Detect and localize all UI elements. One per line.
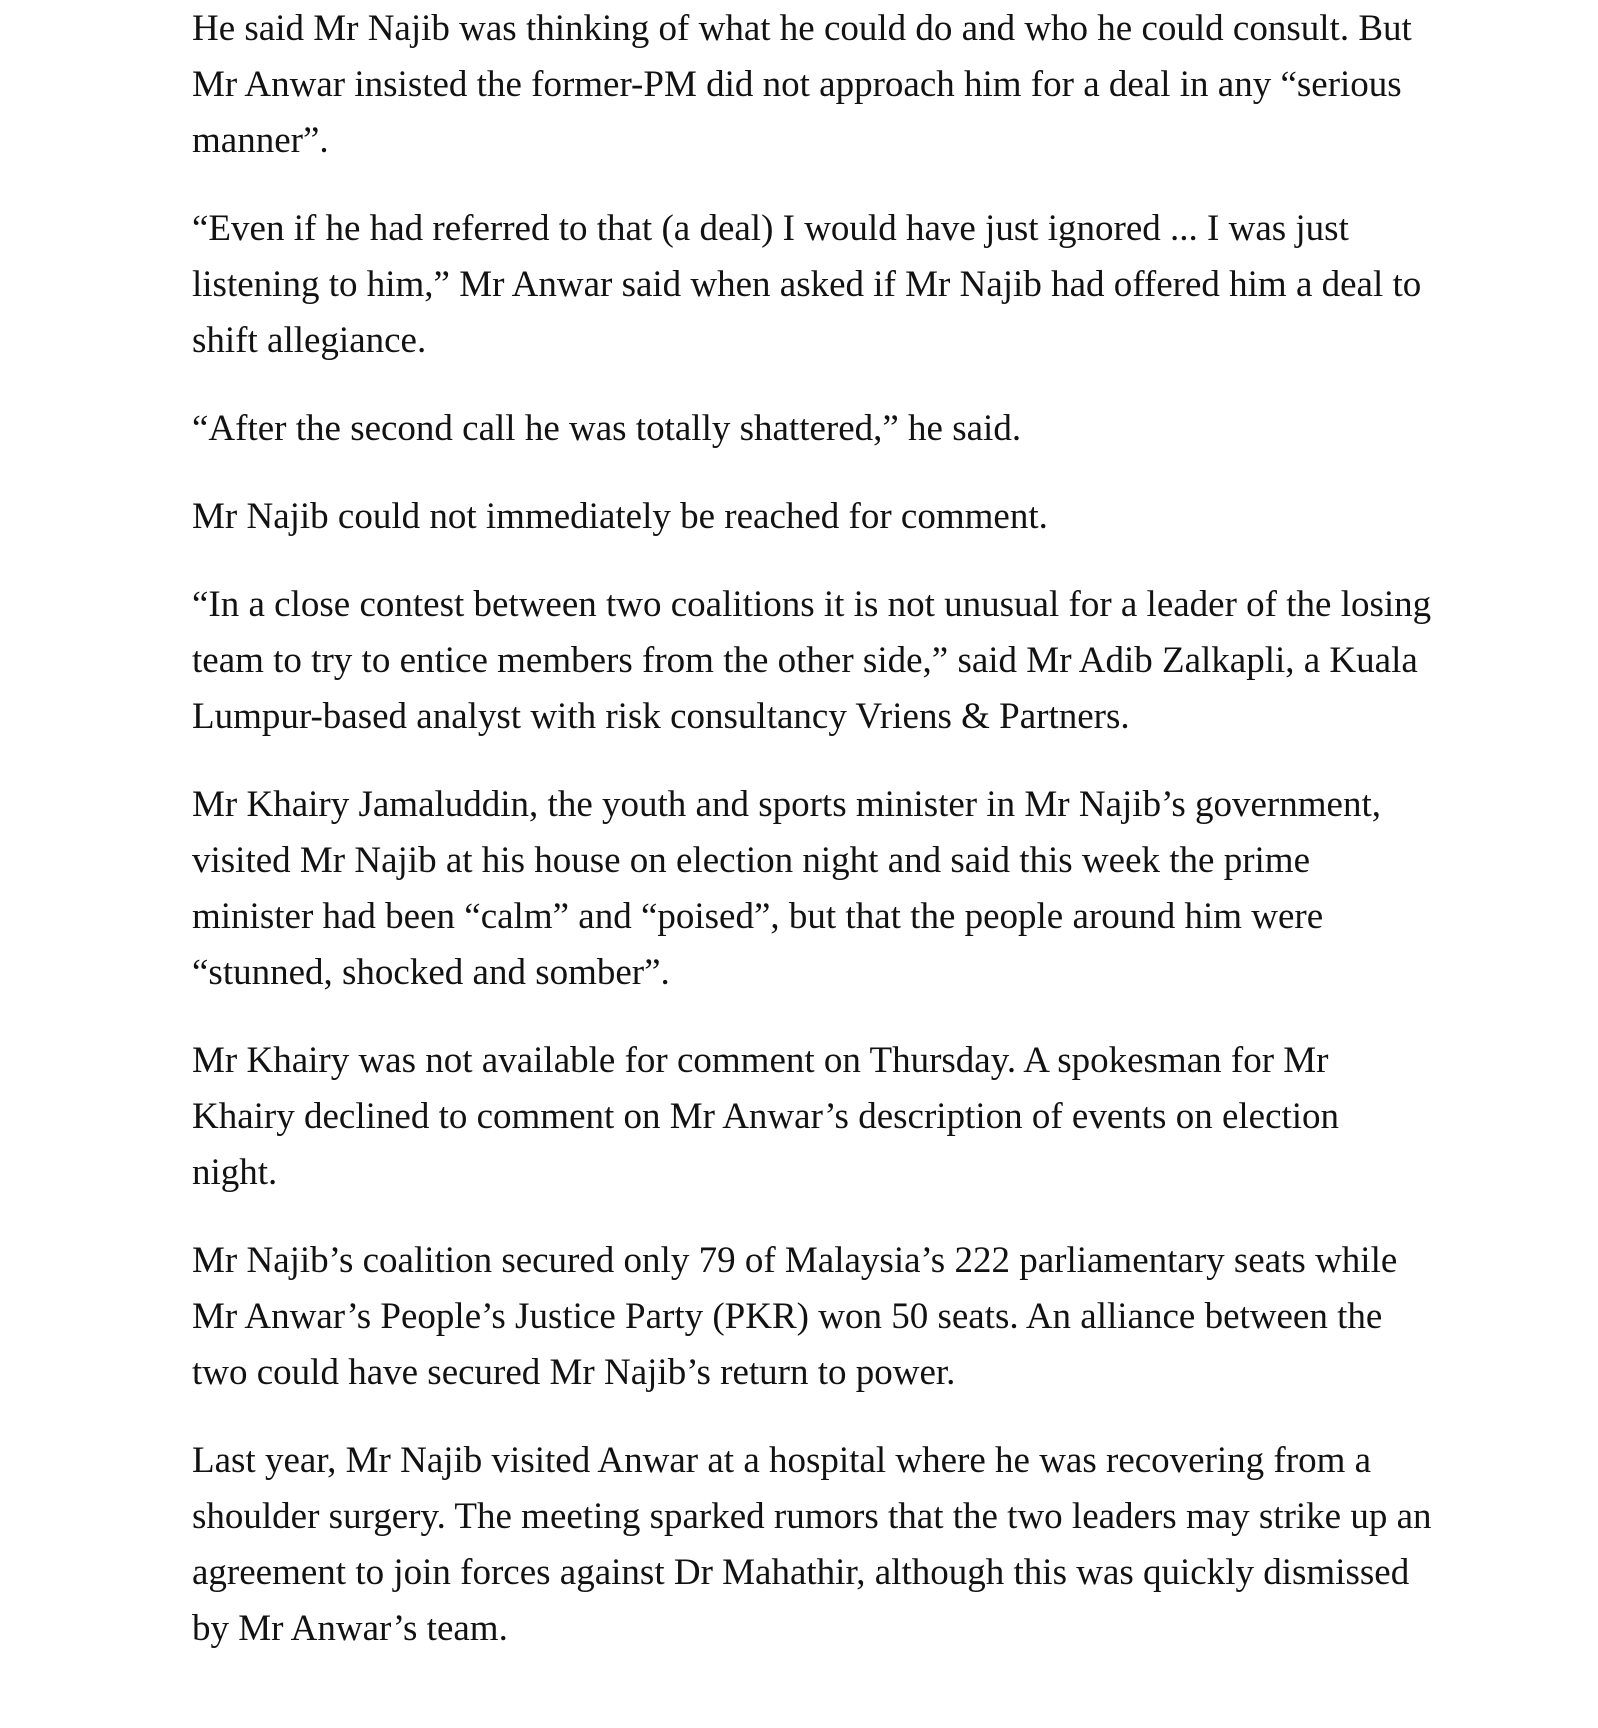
- article-paragraph: Last year, Mr Najib visited Anwar at a hospital where he was recovering from a shoulder surgery. The meeting sparked rumors that the two leaders may strike up an agreement to join forces against Dr Mahathir, although this was quickly dismissed by Mr Anwar’s team.: [192, 1440, 1432, 1649]
- article-paragraph: Mr Najib’s coalition secured only 79 of Malaysia’s 222 parliamentary seats while Mr Anwar’s People’s Justice Party (PKR) won 50 seats. An alliance between the two could have secured Mr Najib’s return to power.: [192, 1240, 1398, 1393]
- article-paragraph: Mr Khairy was not available for comment on Thursday. A spokesman for Mr Khairy declined to comment on Mr Anwar’s description of events on election night.: [192, 1040, 1340, 1193]
- article-paragraph: “After the second call he was totally shattered,” he said.: [192, 408, 1022, 449]
- article-paragraph: Mr Najib could not immediately be reached for comment.: [192, 496, 1048, 537]
- article-paragraph: He said Mr Najib was thinking of what he could do and who he could consult. But Mr Anwar insisted the former-PM did not approach him for a deal in any “serious manner”.: [192, 8, 1412, 161]
- article-paragraph: “In a close contest between two coalitions it is not unusual for a leader of the losing team to try to entice members from the other side,” said Mr Adib Zalkapli, a Kuala Lumpur-based analyst with risk consultancy Vriens & Partners.: [192, 584, 1432, 737]
- article-paragraph: Mr Khairy Jamaluddin, the youth and sports minister in Mr Najib’s government, visited Mr Najib at his house on election night and said this week the prime minister had been “calm” and “poised”, but that the people around him were “stunned, shocked and somber”.: [192, 784, 1381, 993]
- article-paragraph: “Even if he had referred to that (a deal) I would have just ignored ... I was just listening to him,” Mr Anwar said when asked if Mr Najib had offered him a deal to shift allegiance.: [192, 208, 1422, 361]
- article-body: [192, 0, 1432, 1689]
